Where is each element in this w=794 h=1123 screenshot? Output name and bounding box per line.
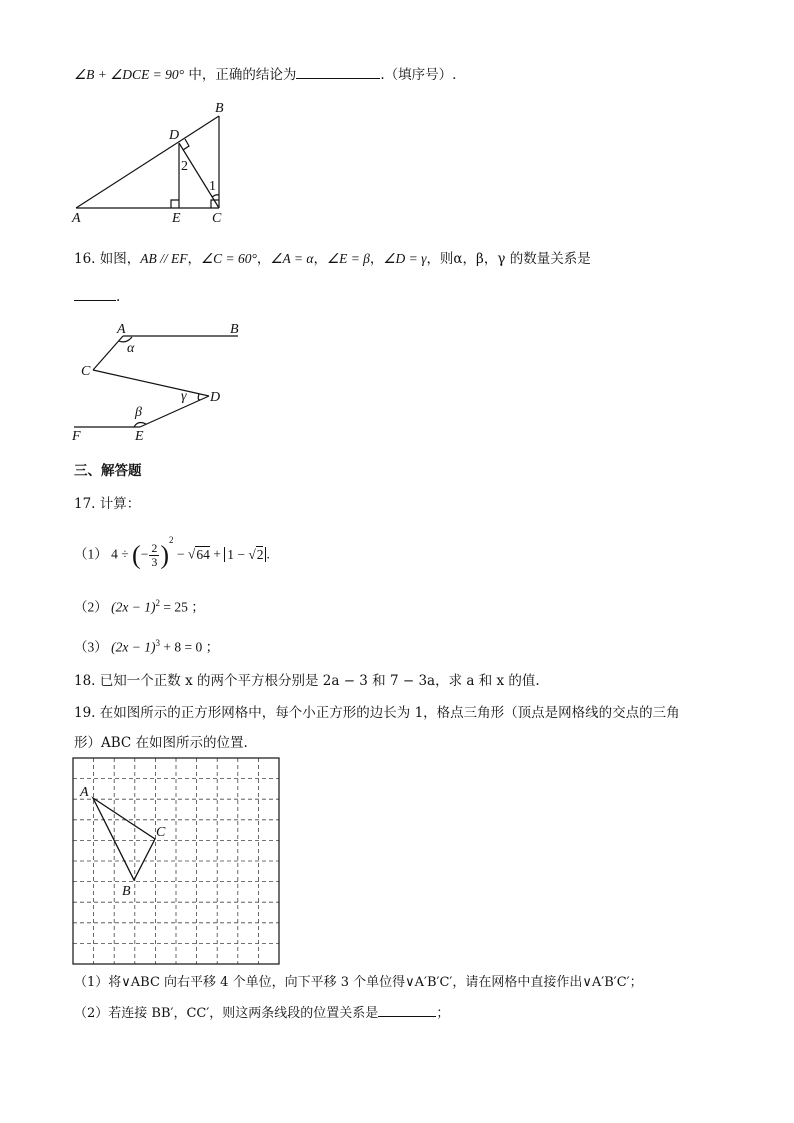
q17-p2-expr: (2x − 1) xyxy=(111,599,156,615)
q17-part3 xyxy=(74,634,219,657)
q19-grid-figure xyxy=(70,755,282,967)
q16-label-b: B xyxy=(230,322,239,337)
q16-intro: 如图， xyxy=(99,251,141,267)
q15-tail-line xyxy=(74,66,456,84)
q16-tail: ，则α，β，γ 的数量关系是 xyxy=(426,251,591,267)
q17-line xyxy=(74,495,140,513)
q17-p1-sqrt64: 64 xyxy=(196,546,210,562)
q19-text-1: 在如图所示的正方形网格中，每个小正方形的边长为 1，格点三角形（顶点是网格线的交点的三角 xyxy=(99,705,680,721)
q17-p2-label: （2） xyxy=(74,599,108,615)
q19-text-2: 形）ABC 在如图所示的位置. xyxy=(74,735,248,751)
q17-p2-exp: 2 xyxy=(155,598,160,608)
q17-p1-minus: − xyxy=(140,546,149,562)
section-heading: 三、解答题 xyxy=(74,463,142,479)
q15-label-b: B xyxy=(215,101,224,116)
q18-line xyxy=(74,672,540,690)
q17-p3-rhs: + 8 = 0 ； xyxy=(159,639,220,655)
q17-p1-end: . xyxy=(266,546,270,562)
q16-angle-d: ∠D = γ xyxy=(383,251,427,266)
q16-label-f: F xyxy=(72,429,81,444)
q17-p1-frac-num: 2 xyxy=(151,540,158,555)
q15-answer-blank[interactable] xyxy=(296,66,380,79)
q16-number: 16. xyxy=(74,251,96,267)
q15-text: 中，正确的结论为 xyxy=(184,67,297,83)
q16-figure xyxy=(66,318,266,448)
q17-p2-rhs: = 25 ； xyxy=(159,599,205,615)
q16-label-d: D xyxy=(210,390,221,405)
q17-p1-abs: 1 − √2 xyxy=(224,547,266,562)
q17-p3-label: （3） xyxy=(74,639,108,655)
q19-p1-text: （1）将∨ABC 向右平移 4 个单位，向下平移 3 个单位得∨A′B′C′，请在网格中直接作出∨A′B′C′； xyxy=(74,975,643,990)
q19-p2-text: （2）若连接 BB′，CC′，则这两条线段的位置关系是 xyxy=(74,1006,379,1021)
q16-label-e: E xyxy=(135,429,144,444)
q15-label-c: C xyxy=(212,211,222,226)
q19-line1 xyxy=(74,704,680,722)
q15-label-angle1: 1 xyxy=(209,179,216,194)
q17-p1-rest1: − xyxy=(173,546,188,562)
q17-p1-plus: + xyxy=(209,546,225,562)
q19-part2 xyxy=(74,1004,449,1023)
q16-angle-a: ∠A = α xyxy=(270,251,314,266)
q16-label-c: C xyxy=(81,364,91,379)
q17-p1-abs-inner: 1 − xyxy=(227,546,249,562)
q15-math: ∠B + ∠DCE = 90° xyxy=(74,67,185,82)
q17-p1-sqrt2: 2 xyxy=(256,546,264,562)
q17-p1-exp: 2 xyxy=(169,535,174,545)
q16-angle-e: ∠E = β xyxy=(326,251,370,266)
q19-label-c: C xyxy=(156,825,166,840)
q17-p1-label: （1） xyxy=(74,546,108,562)
q17-p1-lead: 4 ÷ xyxy=(111,546,129,562)
q19-p2-end: ； xyxy=(436,1006,450,1021)
q16-line: 16. 如图，AB // EF，∠C = 60°，∠A = α，∠E = β，∠D = γ，则α，β，γ 的数量关系是 xyxy=(74,251,591,267)
q16-label-beta: β xyxy=(135,405,142,420)
q15-figure xyxy=(66,98,266,228)
q17-p1-paren-close: ) xyxy=(160,540,170,570)
q15-end: .（填序号）. xyxy=(380,67,457,83)
q17-part2 xyxy=(74,594,205,617)
q16-label-gamma: γ xyxy=(181,389,187,404)
q16-label-a: A xyxy=(117,322,126,337)
q18-text: 已知一个正数 x 的两个平方根分别是 2a − 3 和 7 − 3a，求 a 和 x 的值. xyxy=(99,673,540,689)
q19-number: 19. xyxy=(74,705,96,721)
q19-answer-blank[interactable] xyxy=(378,1004,436,1017)
q16-answer-blank[interactable] xyxy=(74,288,116,301)
q15-label-e: E xyxy=(172,211,181,226)
q17-p3-exp: 3 xyxy=(155,638,160,648)
q16-angle-c: ∠C = 60° xyxy=(201,251,257,266)
q16-label-alpha: α xyxy=(127,341,135,356)
q15-label-d: D xyxy=(169,128,180,143)
q16-end: . xyxy=(116,289,121,305)
q18-number: 18. xyxy=(74,673,96,689)
q17-p1-paren-open: ( xyxy=(132,540,141,570)
q19-label-b: B xyxy=(122,884,131,899)
q19-line2 xyxy=(74,734,248,752)
q15-label-angle2: 2 xyxy=(181,159,188,174)
q16-answer-line xyxy=(74,288,120,306)
q19-part1 xyxy=(74,974,643,992)
q17-part1: （1） 4 ÷ (− $\frac{2}{3}$ )$^2$ − √64 + 1 − √2 . xyxy=(74,535,270,570)
q17-p1-fraction xyxy=(149,542,159,569)
q17-text: 计算： xyxy=(99,496,141,512)
q17-p3-expr: (2x − 1) xyxy=(111,639,156,655)
q16-parallel: AB // EF xyxy=(140,251,188,266)
q17-p1-frac-den: 3 xyxy=(151,554,158,569)
q19-label-a: A xyxy=(80,785,89,800)
q15-label-a: A xyxy=(72,211,81,226)
q17-number: 17. xyxy=(74,496,96,512)
q19-triangle-abc xyxy=(93,798,155,880)
